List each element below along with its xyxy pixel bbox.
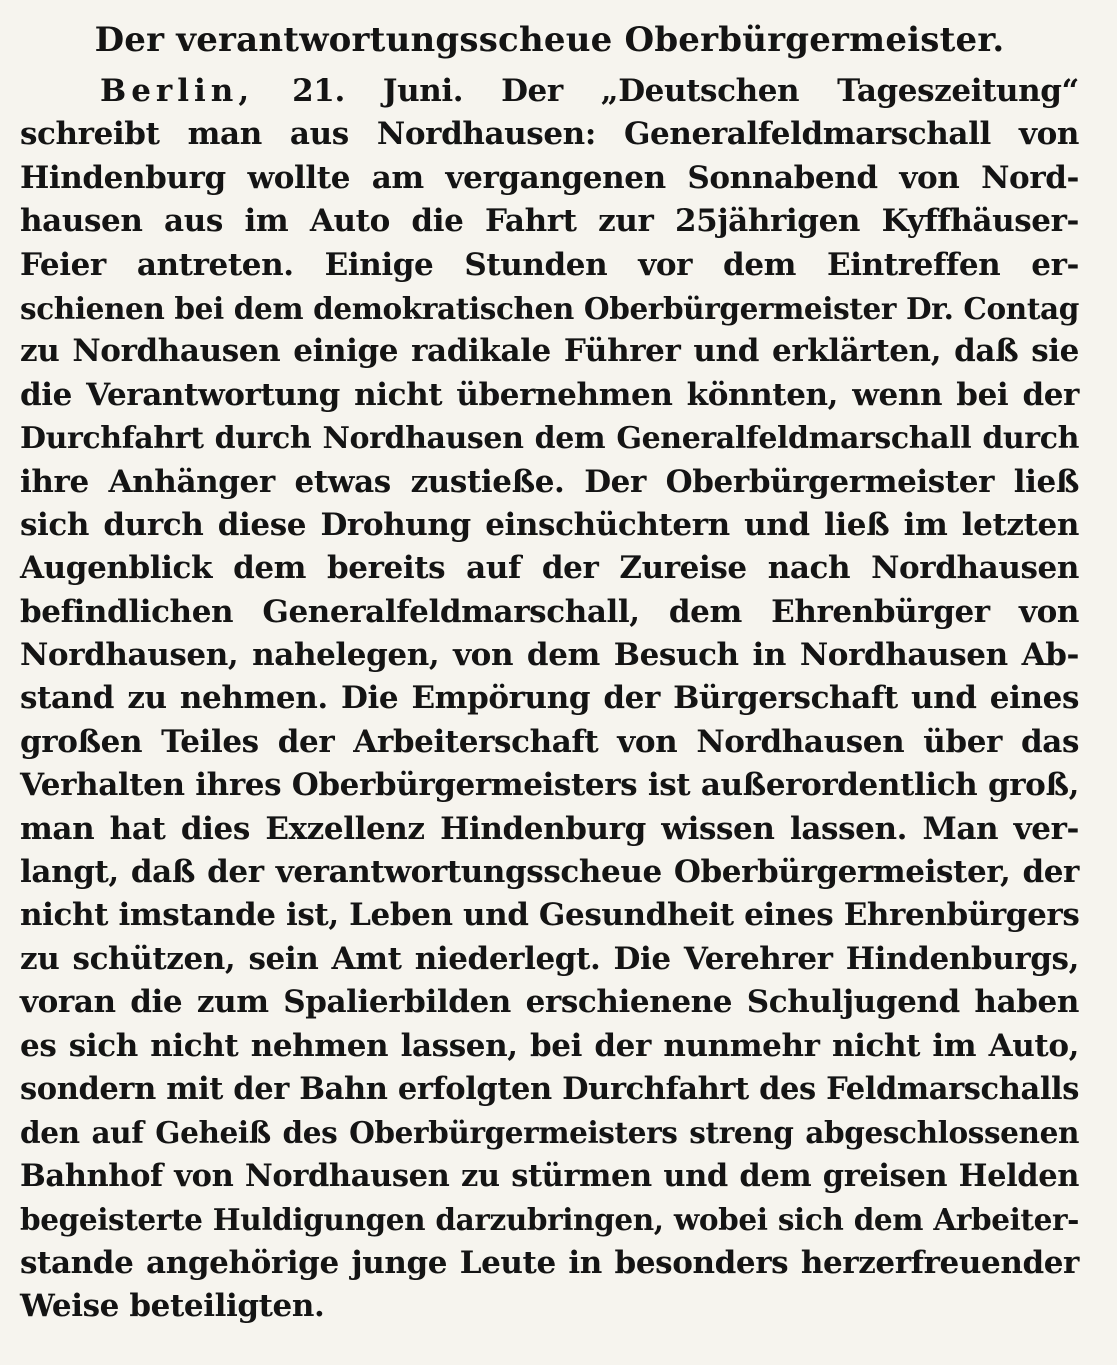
article-line: Feier antreten. Einige Stunden vor dem Eintreffen er- xyxy=(20,246,1079,283)
article-line: Verhalten ihres Oberbürgermeisters ist außerordentlich groß, xyxy=(20,767,1079,804)
article-line: Nordhausen, nahelegen, von dem Besuch in Nordhausen Ab- xyxy=(20,637,1079,674)
article-line: die Verantwortung nicht übernehmen könnten, wenn bei der xyxy=(20,376,1079,413)
article-line: Weise beteiligten. xyxy=(20,1287,325,1324)
article-line: hausen aus im Auto die Fahrt zur 25jährigen Kyffhäuser- xyxy=(20,203,1079,240)
article-body xyxy=(20,70,1079,1328)
headline: Der verantwortungsscheue Oberbürgermeister. xyxy=(94,20,1005,60)
article-line: den auf Geheiß des Oberbürgermeisters streng abgeschlossenen xyxy=(20,1115,1079,1151)
article-line: Durchfahrt durch Nordhausen dem Generalfeldmarschall durch xyxy=(20,421,1079,457)
line-text: 21. Juni. Der „Deutschen Tageszeitung“ xyxy=(254,73,1079,109)
article-line: nicht imstande ist, Leben und Gesundheit eines Ehrenbürgers xyxy=(20,897,1080,934)
article-line: schreibt man aus Nordhausen: Generalfeldmarschall von xyxy=(20,116,1079,153)
article-line: begeisterte Huldigungen darzubringen, wobei sich dem Arbeiter- xyxy=(20,1202,1079,1238)
article-line: voran die zum Spalierbilden erschienene Schuljugend haben xyxy=(20,984,1079,1021)
article-line: zu Nordhausen einige radikale Führer und erklärten, daß sie xyxy=(20,333,1079,370)
article-line: Bahnhof von Nordhausen zu stürmen und dem greisen Helden xyxy=(20,1157,1079,1194)
article-line: sondern mit der Bahn erfolgten Durchfahrt des Feldmarschalls xyxy=(20,1070,1079,1107)
article-line: man hat dies Exzellenz Hindenburg wissen lassen. Man ver- xyxy=(20,810,1079,847)
article-line: stand zu nehmen. Die Empörung der Bürgerschaft und eines xyxy=(20,680,1079,717)
article-line: schienen bei dem demokratischen Oberbürgermeister Dr. Contag xyxy=(20,290,1079,326)
dateline-place: Berlin, xyxy=(100,73,255,109)
article-line: sich durch diese Drohung einschüchtern und ließ im letzten xyxy=(20,506,1079,543)
article-line: Hindenburg wollte am vergangenen Sonnabend von Nord- xyxy=(20,159,1079,196)
article-line: Augenblick dem bereits auf der Zureise nach Nordhausen xyxy=(20,550,1079,587)
article-line: befindlichen Generalfeldmarschall, dem Ehrenbürger von xyxy=(20,593,1079,630)
article-line xyxy=(20,70,1079,113)
article-line: ihre Anhänger etwas zustieße. Der Oberbürgermeister ließ xyxy=(20,463,1079,500)
article-line: großen Teiles der Arbeiterschaft von Nordhausen über das xyxy=(20,723,1079,760)
article-line: stande angehörige junge Leute in besonders herzerfreuender xyxy=(20,1244,1079,1281)
article-line: zu schützen, sein Amt niederlegt. Die Verehrer Hindenburgs, xyxy=(20,940,1079,977)
article-line: es sich nicht nehmen lassen, bei der nunmehr nicht im Auto, xyxy=(20,1027,1079,1064)
article-line: langt, daß der verantwortungsscheue Oberbürgermeister, der xyxy=(20,854,1079,891)
